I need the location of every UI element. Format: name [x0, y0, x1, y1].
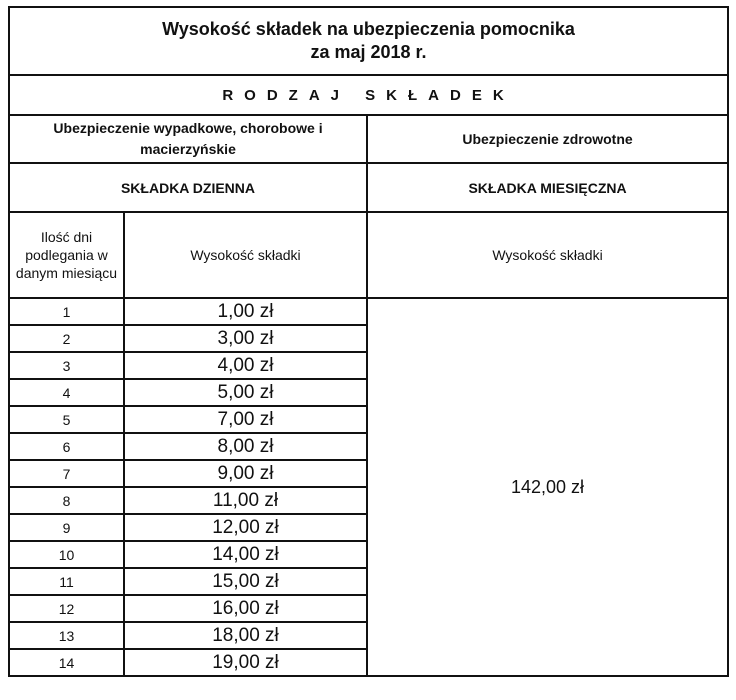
- days-cell: 12: [9, 595, 124, 622]
- daily-amount-cell: 15,00 zł: [124, 568, 367, 595]
- column-header-days: Ilość dni podlegania w danym miesiącu: [9, 212, 124, 298]
- monthly-amount-cell: 142,00 zł: [367, 298, 728, 676]
- table-title: [9, 7, 728, 75]
- daily-amount-cell: 7,00 zł: [124, 406, 367, 433]
- days-cell: 8: [9, 487, 124, 514]
- daily-amount-cell: 14,00 zł: [124, 541, 367, 568]
- days-cell: 5: [9, 406, 124, 433]
- rate-type-monthly: SKŁADKA MIESIĘCZNA: [367, 163, 728, 212]
- daily-amount-cell: 11,00 zł: [124, 487, 367, 514]
- daily-amount-cell: 16,00 zł: [124, 595, 367, 622]
- daily-amount-cell: 9,00 zł: [124, 460, 367, 487]
- daily-amount-cell: 8,00 zł: [124, 433, 367, 460]
- days-cell: 6: [9, 433, 124, 460]
- days-cell: 9: [9, 514, 124, 541]
- daily-amount-cell: 3,00 zł: [124, 325, 367, 352]
- days-cell: 4: [9, 379, 124, 406]
- days-cell: 1: [9, 298, 124, 325]
- days-cell: 14: [9, 649, 124, 676]
- section-header: RODZAJ SKŁADEK: [9, 75, 728, 115]
- contribution-table: [8, 6, 729, 677]
- table-row: [9, 298, 728, 325]
- days-cell: 3: [9, 352, 124, 379]
- title-line-2: za maj 2018 r.: [310, 42, 427, 62]
- days-cell: 2: [9, 325, 124, 352]
- category-health: Ubezpieczenie zdrowotne: [367, 115, 728, 163]
- daily-amount-cell: 12,00 zł: [124, 514, 367, 541]
- column-header-amount: Wysokość składki: [124, 212, 367, 298]
- days-cell: 10: [9, 541, 124, 568]
- daily-amount-cell: 4,00 zł: [124, 352, 367, 379]
- rate-type-daily: SKŁADKA DZIENNA: [9, 163, 367, 212]
- title-line-1: Wysokość składek na ubezpieczenia pomocnika: [162, 19, 575, 39]
- daily-amount-cell: 19,00 zł: [124, 649, 367, 676]
- daily-amount-cell: 18,00 zł: [124, 622, 367, 649]
- days-cell: 13: [9, 622, 124, 649]
- daily-amount-cell: 1,00 zł: [124, 298, 367, 325]
- days-cell: 7: [9, 460, 124, 487]
- category-accident-sickness-maternity: Ubezpieczenie wypadkowe, chorobowe i macierzyńskie: [9, 115, 367, 163]
- days-cell: 11: [9, 568, 124, 595]
- column-header-monthly-amount: Wysokość składki: [367, 212, 728, 298]
- daily-amount-cell: 5,00 zł: [124, 379, 367, 406]
